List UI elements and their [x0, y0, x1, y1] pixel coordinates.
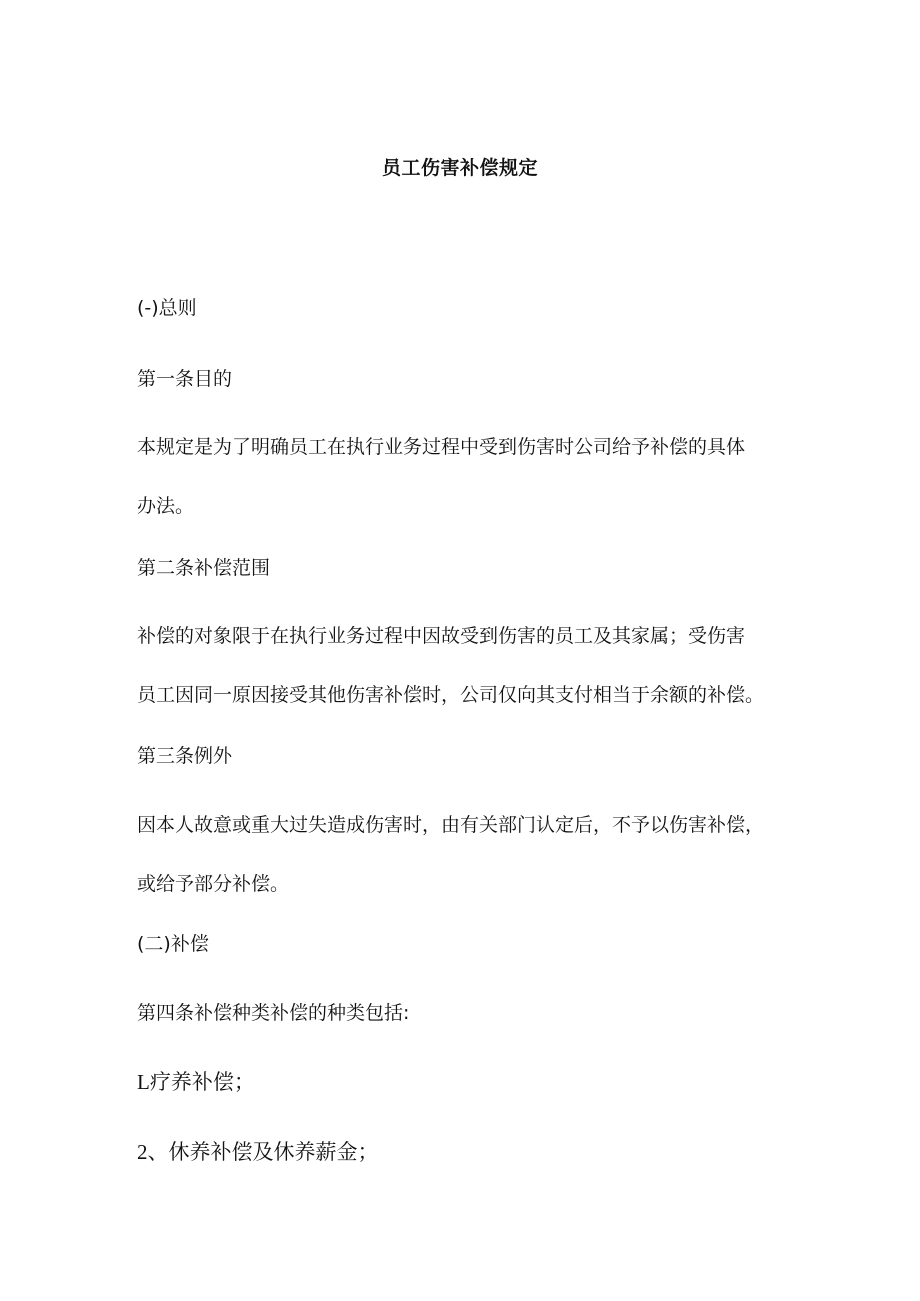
article-3-heading: [137, 742, 817, 770]
text-line: 2、休养补偿及休养薪金；: [137, 1140, 379, 1164]
text-line: 因本人故意或重大过失造成伤害时，由有关部门认定后，不予以伤害补偿，: [137, 814, 765, 836]
article-4-body: [137, 999, 817, 1027]
article-2-body: [137, 622, 817, 709]
section-heading-general: [137, 294, 817, 322]
text-line: 本规定是为了明确员工在执行业务过程中受到伤害时公司给予补偿的具体: [137, 436, 746, 458]
article-1-body: [137, 433, 817, 520]
text-line: L疗养补偿；: [137, 1070, 255, 1094]
article-3-body: [137, 811, 817, 898]
text-line: 或给予部分补偿。: [137, 873, 290, 895]
text-line: (-)总则: [137, 297, 197, 319]
text-line: 补偿的对象限于在执行业务过程中因故受到伤害的员工及其家属；受伤害: [137, 625, 746, 647]
article-2-heading: [137, 554, 817, 582]
text-line: 第一条目的: [137, 368, 233, 390]
text-line: 第三条例外: [137, 745, 233, 767]
text-line: 办法。: [137, 495, 195, 517]
list-item-1: [137, 1068, 817, 1096]
document-title: 员工伤害补偿规定: [381, 157, 538, 179]
text-line: 员工因同一原因接受其他伤害补偿时，公司仅向其支付相当于余额的补偿。: [137, 684, 765, 706]
section-heading-compensation: [137, 930, 817, 958]
text-line: 第四条补偿种类补偿的种类包括:: [137, 1002, 410, 1024]
text-line: 第二条补偿范围: [137, 557, 271, 579]
list-item-2: [137, 1138, 817, 1166]
text-line: (二)补偿: [137, 933, 209, 955]
article-1-heading: [137, 365, 817, 393]
